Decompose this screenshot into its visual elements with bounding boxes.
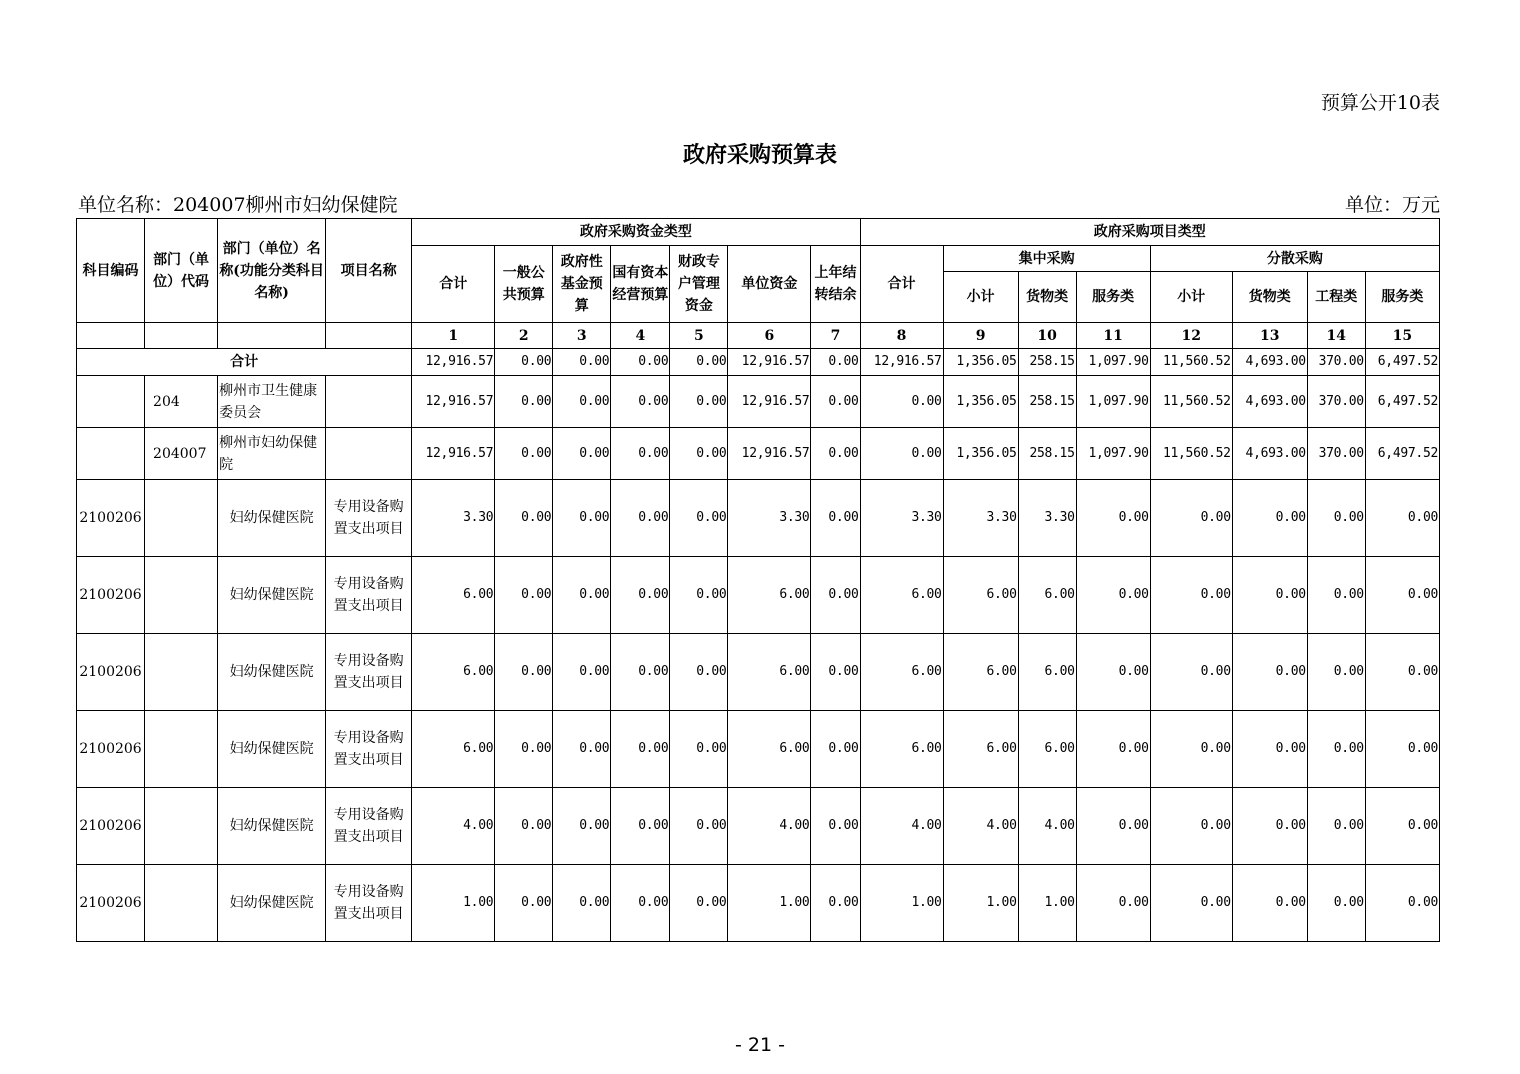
value-cell: 1,356.05 [943, 376, 1018, 428]
dept-code-cell [145, 865, 218, 942]
value-cell: 0.00 [611, 557, 670, 634]
subject-code-cell [77, 428, 145, 480]
value-cell: 0.00 [811, 480, 860, 557]
value-cell: 6.00 [860, 557, 943, 634]
project-name-cell: 专用设备购置支出项目 [326, 557, 412, 634]
value-cell: 6.00 [412, 557, 495, 634]
total-value-cell: 370.00 [1307, 349, 1365, 376]
value-cell: 0.00 [811, 865, 860, 942]
value-cell: 0.00 [495, 557, 553, 634]
header-central-goods: 货物类 [1018, 272, 1076, 323]
header-state-capital-budget: 国有资本经营预算 [611, 246, 670, 323]
value-cell: 0.00 [611, 711, 670, 788]
number-cell-blank [145, 323, 218, 349]
header-project-type-group: 政府采购项目类型 [860, 219, 1440, 246]
subject-code-cell: 2100206 [77, 865, 145, 942]
value-cell: 6.00 [728, 711, 811, 788]
column-number: 4 [611, 323, 670, 349]
header-dispersed-works: 工程类 [1307, 272, 1365, 323]
value-cell: 0.00 [670, 428, 728, 480]
header-fund-type-group: 政府采购资金类型 [412, 219, 860, 246]
total-value-cell: 1,097.90 [1076, 349, 1150, 376]
value-cell: 0.00 [1150, 711, 1232, 788]
column-number: 5 [670, 323, 728, 349]
total-value-cell: 0.00 [495, 349, 553, 376]
column-number: 2 [495, 323, 553, 349]
value-cell: 6.00 [860, 711, 943, 788]
column-number: 8 [860, 323, 943, 349]
value-cell: 6.00 [412, 711, 495, 788]
table-row [77, 711, 1440, 788]
header-special-account: 财政专户管理资金 [670, 246, 728, 323]
header-dispersed-goods: 货物类 [1232, 272, 1307, 323]
value-cell: 0.00 [1365, 634, 1439, 711]
header-project-total: 合计 [860, 246, 943, 323]
value-cell: 12,916.57 [412, 376, 495, 428]
project-name-cell [326, 428, 412, 480]
page-number: - 21 - [735, 1034, 785, 1056]
column-number: 9 [943, 323, 1018, 349]
value-cell: 12,916.57 [412, 428, 495, 480]
subject-code-cell [77, 376, 145, 428]
value-cell: 1,097.90 [1076, 376, 1150, 428]
total-value-cell: 0.00 [670, 349, 728, 376]
project-name-cell: 专用设备购置支出项目 [326, 634, 412, 711]
dept-code-cell [145, 711, 218, 788]
value-cell: 0.00 [495, 428, 553, 480]
column-number: 6 [728, 323, 811, 349]
value-cell: 0.00 [1307, 865, 1365, 942]
dept-name-cell: 妇幼保健医院 [218, 480, 326, 557]
number-cell-blank [77, 323, 145, 349]
value-cell: 0.00 [811, 634, 860, 711]
value-cell: 6.00 [943, 711, 1018, 788]
dept-name-cell: 妇幼保健医院 [218, 788, 326, 865]
value-cell: 370.00 [1307, 376, 1365, 428]
total-value-cell: 258.15 [1018, 349, 1076, 376]
value-cell: 6.00 [1018, 711, 1076, 788]
value-cell: 0.00 [670, 788, 728, 865]
value-cell: 1.00 [728, 865, 811, 942]
dept-name-cell: 柳州市卫生健康委员会 [218, 376, 326, 428]
column-number: 13 [1232, 323, 1307, 349]
column-number-row [77, 323, 1440, 349]
column-number: 10 [1018, 323, 1076, 349]
header-subject-code: 科目编码 [77, 219, 145, 323]
value-cell: 4.00 [860, 788, 943, 865]
value-cell: 0.00 [1365, 788, 1439, 865]
value-cell: 11,560.52 [1150, 376, 1232, 428]
value-cell: 0.00 [811, 788, 860, 865]
table-row [77, 428, 1440, 480]
value-cell: 6,497.52 [1365, 376, 1439, 428]
header-dispersed-subtotal: 小计 [1150, 272, 1232, 323]
value-cell: 0.00 [1150, 865, 1232, 942]
value-cell: 6.00 [728, 557, 811, 634]
value-cell: 0.00 [670, 634, 728, 711]
value-cell: 1,356.05 [943, 428, 1018, 480]
value-cell: 0.00 [670, 711, 728, 788]
value-cell: 258.15 [1018, 428, 1076, 480]
header-project-name: 项目名称 [326, 219, 412, 323]
value-cell: 0.00 [1307, 557, 1365, 634]
dept-code-cell [145, 557, 218, 634]
value-cell: 0.00 [553, 428, 611, 480]
value-cell: 0.00 [1150, 480, 1232, 557]
header-unit-funds: 单位资金 [728, 246, 811, 323]
total-row [77, 349, 1440, 376]
value-cell: 0.00 [1076, 480, 1150, 557]
column-number: 14 [1307, 323, 1365, 349]
value-cell: 3.30 [728, 480, 811, 557]
value-cell: 0.00 [553, 865, 611, 942]
value-cell: 6.00 [943, 634, 1018, 711]
value-cell: 0.00 [553, 376, 611, 428]
value-cell: 0.00 [495, 865, 553, 942]
value-cell: 1.00 [860, 865, 943, 942]
value-cell: 0.00 [1150, 788, 1232, 865]
total-value-cell: 4,693.00 [1232, 349, 1307, 376]
value-cell: 12,916.57 [728, 376, 811, 428]
dept-code-cell [145, 788, 218, 865]
table-row [77, 557, 1440, 634]
project-name-cell: 专用设备购置支出项目 [326, 788, 412, 865]
subject-code-cell: 2100206 [77, 711, 145, 788]
total-value-cell: 0.00 [811, 349, 860, 376]
dept-code-cell [145, 634, 218, 711]
value-cell: 0.00 [1076, 634, 1150, 711]
value-cell: 0.00 [1076, 865, 1150, 942]
value-cell: 0.00 [1307, 711, 1365, 788]
header-carryover: 上年结转结余 [811, 246, 860, 323]
value-cell: 0.00 [1365, 865, 1439, 942]
value-cell: 1,097.90 [1076, 428, 1150, 480]
value-cell: 0.00 [811, 711, 860, 788]
total-value-cell: 12,916.57 [728, 349, 811, 376]
value-cell: 370.00 [1307, 428, 1365, 480]
value-cell: 0.00 [611, 865, 670, 942]
value-cell: 1.00 [412, 865, 495, 942]
column-number: 1 [412, 323, 495, 349]
total-value-cell: 1,356.05 [943, 349, 1018, 376]
dept-name-cell: 妇幼保健医院 [218, 865, 326, 942]
value-cell: 12,916.57 [728, 428, 811, 480]
value-cell: 6.00 [1018, 634, 1076, 711]
value-cell: 1.00 [943, 865, 1018, 942]
value-cell: 0.00 [1307, 480, 1365, 557]
value-cell: 6.00 [860, 634, 943, 711]
value-cell: 4.00 [1018, 788, 1076, 865]
dept-name-cell: 妇幼保健医院 [218, 634, 326, 711]
value-cell: 0.00 [1365, 557, 1439, 634]
value-cell: 3.30 [860, 480, 943, 557]
column-number: 7 [811, 323, 860, 349]
table-number: 预算公开10表 [1320, 92, 1440, 114]
unit-name: 单位名称：204007柳州市妇幼保健院 [78, 194, 398, 216]
value-cell: 6.00 [1018, 557, 1076, 634]
value-cell: 0.00 [670, 557, 728, 634]
value-cell: 0.00 [860, 428, 943, 480]
page-title: 政府采购预算表 [682, 142, 837, 168]
table-row [77, 788, 1440, 865]
value-cell: 3.30 [943, 480, 1018, 557]
table-row [77, 480, 1440, 557]
value-cell: 0.00 [1232, 557, 1307, 634]
value-cell: 4.00 [728, 788, 811, 865]
dept-code-cell: 204 [145, 376, 218, 428]
value-cell: 0.00 [611, 376, 670, 428]
value-cell: 0.00 [495, 634, 553, 711]
value-cell: 0.00 [1076, 788, 1150, 865]
value-cell: 0.00 [611, 788, 670, 865]
total-value-cell: 12,916.57 [412, 349, 495, 376]
value-cell: 0.00 [1232, 711, 1307, 788]
procurement-budget-table [76, 218, 1440, 942]
value-cell: 0.00 [1232, 480, 1307, 557]
value-cell: 0.00 [860, 376, 943, 428]
value-cell: 11,560.52 [1150, 428, 1232, 480]
value-cell: 0.00 [553, 711, 611, 788]
value-cell: 0.00 [495, 788, 553, 865]
subject-code-cell: 2100206 [77, 788, 145, 865]
value-cell: 0.00 [811, 557, 860, 634]
value-cell: 4,693.00 [1232, 428, 1307, 480]
project-name-cell [326, 376, 412, 428]
value-cell: 0.00 [1076, 557, 1150, 634]
value-cell: 0.00 [553, 788, 611, 865]
number-cell-blank [218, 323, 326, 349]
dept-name-cell: 柳州市妇幼保健院 [218, 428, 326, 480]
value-cell: 4,693.00 [1232, 376, 1307, 428]
dept-name-cell: 妇幼保健医院 [218, 711, 326, 788]
subject-code-cell: 2100206 [77, 557, 145, 634]
value-cell: 0.00 [1076, 711, 1150, 788]
value-cell: 1.00 [1018, 865, 1076, 942]
header-general-budget: 一般公共预算 [495, 246, 553, 323]
value-cell: 258.15 [1018, 376, 1076, 428]
total-value-cell: 11,560.52 [1150, 349, 1232, 376]
total-value-cell: 0.00 [553, 349, 611, 376]
value-cell: 0.00 [670, 865, 728, 942]
value-cell: 0.00 [1365, 480, 1439, 557]
value-cell: 0.00 [495, 711, 553, 788]
dept-code-cell [145, 480, 218, 557]
number-cell-blank [326, 323, 412, 349]
project-name-cell: 专用设备购置支出项目 [326, 711, 412, 788]
value-cell: 6.00 [412, 634, 495, 711]
header-dept-code: 部门（单位）代码 [145, 219, 218, 323]
value-cell: 0.00 [1150, 557, 1232, 634]
column-number: 15 [1365, 323, 1439, 349]
header-dept-name: 部门（单位）名称(功能分类科目名称) [218, 219, 326, 323]
header-dispersed-procurement: 分散采购 [1150, 246, 1439, 272]
value-cell: 0.00 [611, 428, 670, 480]
value-cell: 0.00 [1365, 711, 1439, 788]
value-cell: 0.00 [495, 376, 553, 428]
column-number: 11 [1076, 323, 1150, 349]
value-cell: 0.00 [553, 557, 611, 634]
value-cell: 0.00 [1307, 634, 1365, 711]
value-cell: 0.00 [811, 428, 860, 480]
total-value-cell: 12,916.57 [860, 349, 943, 376]
value-cell: 0.00 [1307, 788, 1365, 865]
header-dispersed-services: 服务类 [1365, 272, 1439, 323]
header-gov-fund-budget: 政府性基金预算 [553, 246, 611, 323]
header-central-subtotal: 小计 [943, 272, 1018, 323]
value-cell: 0.00 [670, 480, 728, 557]
value-cell: 0.00 [811, 376, 860, 428]
dept-name-cell: 妇幼保健医院 [218, 557, 326, 634]
column-number: 3 [553, 323, 611, 349]
value-cell: 6.00 [943, 557, 1018, 634]
header-fund-total: 合计 [412, 246, 495, 323]
value-cell: 0.00 [670, 376, 728, 428]
value-cell: 4.00 [412, 788, 495, 865]
subject-code-cell: 2100206 [77, 634, 145, 711]
total-value-cell: 6,497.52 [1365, 349, 1439, 376]
value-cell: 0.00 [611, 634, 670, 711]
table-row [77, 865, 1440, 942]
column-number: 12 [1150, 323, 1232, 349]
value-cell: 0.00 [1232, 865, 1307, 942]
value-cell: 0.00 [553, 480, 611, 557]
value-cell: 0.00 [1232, 634, 1307, 711]
total-value-cell: 0.00 [611, 349, 670, 376]
table-row [77, 376, 1440, 428]
currency-unit: 单位：万元 [1344, 194, 1440, 216]
header-central-procurement: 集中采购 [943, 246, 1150, 272]
value-cell: 3.30 [412, 480, 495, 557]
value-cell: 3.30 [1018, 480, 1076, 557]
value-cell: 6.00 [728, 634, 811, 711]
value-cell: 6,497.52 [1365, 428, 1439, 480]
table-row [77, 634, 1440, 711]
project-name-cell: 专用设备购置支出项目 [326, 865, 412, 942]
value-cell: 0.00 [553, 634, 611, 711]
dept-code-cell: 204007 [145, 428, 218, 480]
subject-code-cell: 2100206 [77, 480, 145, 557]
project-name-cell: 专用设备购置支出项目 [326, 480, 412, 557]
value-cell: 0.00 [495, 480, 553, 557]
header-central-services: 服务类 [1076, 272, 1150, 323]
value-cell: 0.00 [1232, 788, 1307, 865]
total-row-label: 合计 [77, 349, 412, 376]
value-cell: 0.00 [1150, 634, 1232, 711]
value-cell: 4.00 [943, 788, 1018, 865]
value-cell: 0.00 [611, 480, 670, 557]
